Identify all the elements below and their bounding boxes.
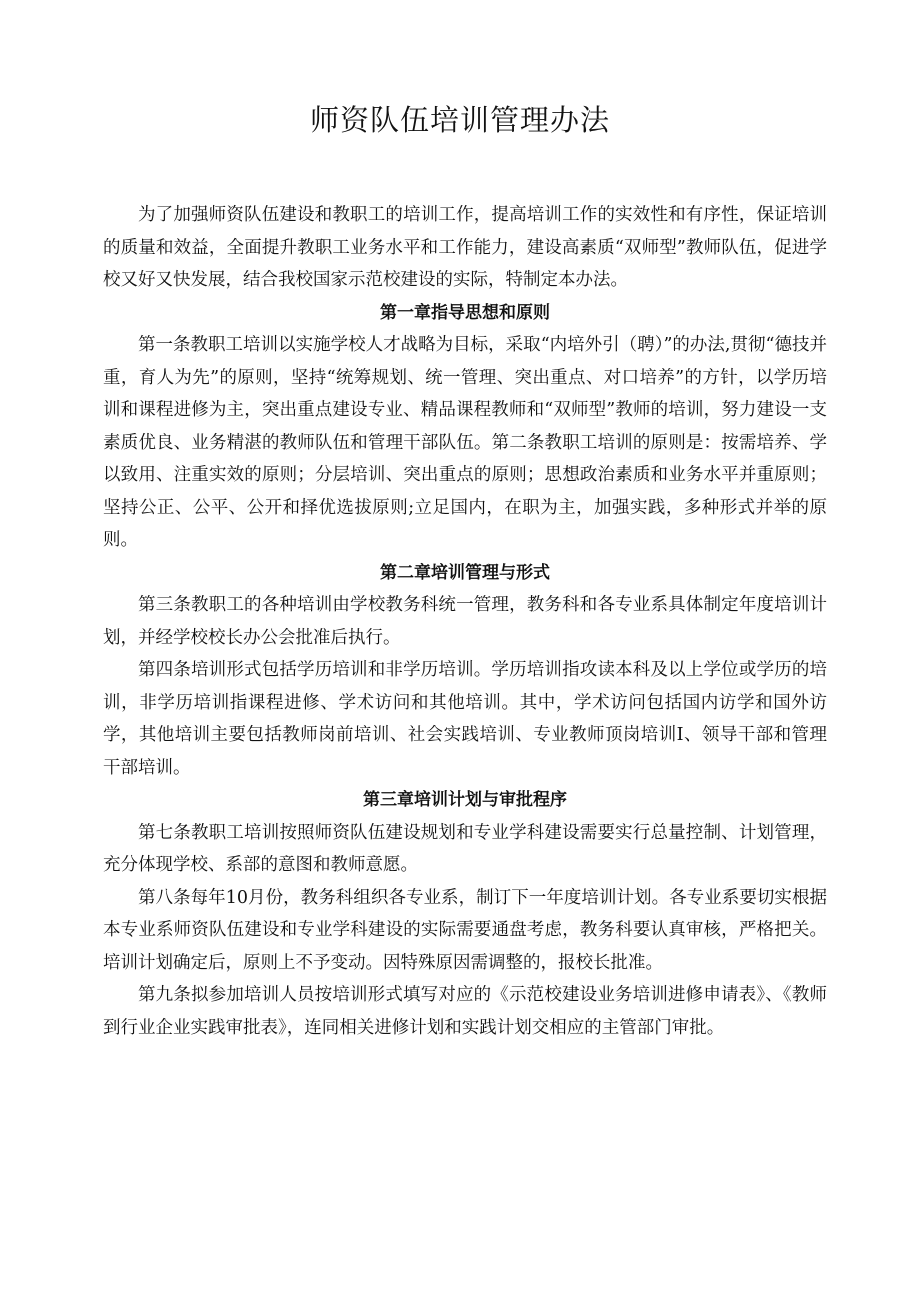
chapter-2-heading: 第二章培训管理与形式 (380, 562, 550, 583)
chapter-3-heading: 第三章培训计划与审批程序 (363, 790, 567, 810)
chapter-2-paragraph-2: 第四条培训形式包括学历培训和非学历培训。学历培训指攻读本科及以上学位或学历的培训，非学历培训指课程进修、学术访问和其他培训。其中，学术访问包括国内访学和国外访学，其他培训主要包括教师岗前培训、社会实践培训、专业教师顶岗培训I、领导干部和管理干部培训。 (103, 660, 827, 778)
intro-paragraph: 为了加强师资队伍建设和教职工的培训工作，提高培训工作的实效性和有序性，保证培训的质量和效益，全面提升教职工业务水平和工作能力，建设高素质“双师型”教师队伍，促进学校又好又快发展，结合我校国家示范校建设的实际，特制定本办法。 (103, 205, 827, 290)
chapter-1-heading: 第一章指导思想和原则 (380, 302, 550, 323)
document-title: 师资队伍培训管理办法 (309, 103, 610, 137)
chapter-1-paragraph-1: 第一条教职工培训以实施学校人才战略为目标，采取“内培外引（聘）”的办法,贯彻“德技并重，育人为先”的原则，坚持“统筹规划、统一管理、突出重点、对口培养”的方针，以学历培训和课程进修为主，突出重点建设专业、精品课程教师和“双师型”教师的培训，努力建设一支素质优良、业务精湛的教师队伍和管理干部队伍。第二条教职工培训的原则是：按需培养、学以致用、注重实效的原则；分层培训、突出重点的原则；思想政治素质和业务水平并重原则；坚持公正、公平、公开和择优选拔原则;立足国内，在职为主，加强实践，多种形式并举的原则。 (103, 335, 827, 550)
document-body (103, 199, 827, 1044)
chapter-3-paragraph-1: 第七条教职工培训按照师资队伍建设规划和专业学科建设需要实行总量控制、计划管理，充分体现学校、系部的意图和教师意愿。 (103, 822, 827, 875)
chapter-3-paragraph-2: 第八条每年10月份，教务科组织各专业系，制订下一年度培训计划。各专业系要切实根据本专业系师资队伍建设和专业学科建设的实际需要通盘考虑，教务科要认真审核，严格把关。培训计划确定后，原则上不予变动。因特殊原因需调整的，报校长批准。 (103, 887, 827, 973)
chapter-2-paragraph-1: 第三条教职工的各种培训由学校教务科统一管理，教务科和各专业系具体制定年度培训计划，并经学校校长办公会批准后执行。 (103, 595, 827, 648)
chapter-3-paragraph-3: 第九条拟参加培训人员按培训形式填写对应的《示范校建设业务培训进修申请表》、《教师到行业企业实践审批表》，连同相关进修计划和实践计划交相应的主管部门审批。 (103, 985, 827, 1038)
